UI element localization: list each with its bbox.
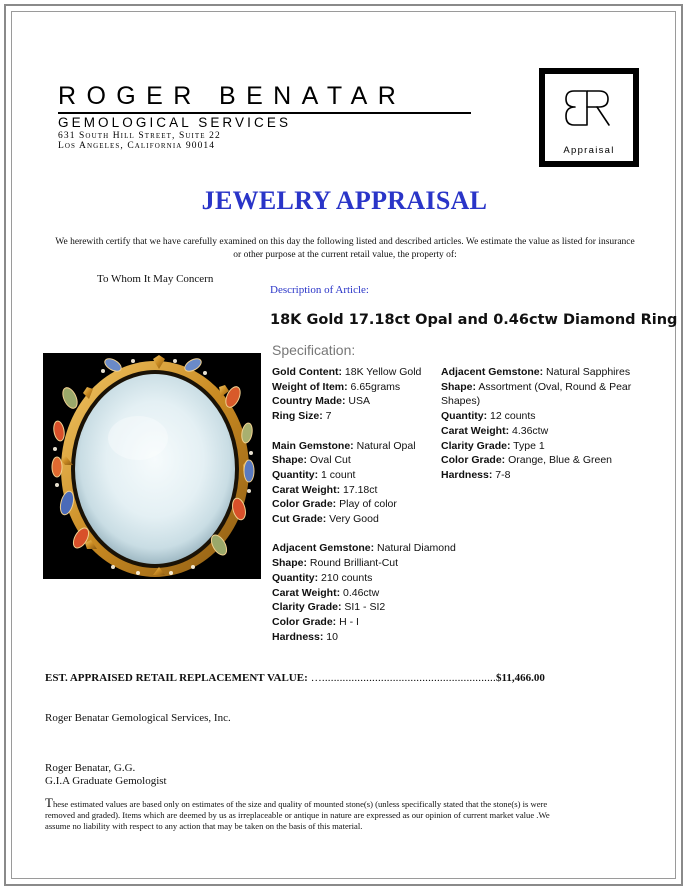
spec-row [441,439,637,454]
spec-value: 0.46ctw [340,586,380,599]
spec-label: Quantity: [441,410,488,423]
spec-label: Adjacent Gemstone: [441,366,544,378]
address-line-1: 631 South Hill Street, Suite 22 [58,131,221,141]
disclaimer-text: hese estimated values are based only on estimates of the size and quality of mounted stone(s) (unless specifically stated that the stone(s) is were removed and graded). Items which are deemed by us as irreplaceable or antique in nature are expressed as our opinion of current market value .We assume no liability with respect to any action that may be taken on the basis of this material. [45,799,550,831]
appraised-value-row [45,672,545,684]
spec-value: Play of color [336,498,397,511]
spec-row [272,600,442,615]
spec-label: Adjacent Gemstone: [272,542,375,555]
spec-value: Oval Cut [307,454,351,467]
spec-row [272,483,442,498]
spec-label: Carat Weight: [441,424,510,437]
spec-row [441,468,637,483]
spec-value: 210 counts [318,571,373,584]
spec-label: Country Made: [272,395,346,408]
spec-row [441,424,637,439]
company-name: Roger Benatar Gemological Services, Inc. [45,712,231,724]
spec-value: 10 [323,630,338,643]
appraisal-logo [539,68,639,167]
spec-row [272,630,442,645]
spec-row [441,409,637,424]
spec-value: Orange, Blue & Green [505,454,612,467]
spec-label: Quantity: [272,468,319,481]
spec-label: Shape: [441,380,477,393]
spec-label: Hardness: [272,630,324,643]
spec-value: 17.18ct [340,483,378,496]
spec-value: 4.36ctw [509,424,549,437]
disclaimer-initial: T [45,795,53,810]
spec-spacer [272,424,442,439]
signer-name: Roger Benatar, G.G. [45,762,136,774]
spec-column-right [441,365,637,483]
spec-label: Color Grade: [441,454,506,467]
spec-label: Shape: [272,454,308,467]
spec-label: Weight of Item: [272,380,348,393]
spec-row [272,497,442,512]
spec-label: Quantity: [272,571,319,584]
spec-row [272,615,442,630]
spec-row [441,453,637,468]
spec-row [272,571,442,586]
spec-spacer [272,527,442,542]
spec-label: Cut Grade: [272,513,327,526]
spec-row [272,512,442,527]
spec-row [441,365,637,380]
spec-row [272,586,442,601]
spec-value: Type 1 [510,439,545,452]
logo-caption: Appraisal [563,145,615,156]
spec-label: Ring Size: [272,410,323,423]
spec-value: Round Brilliant-Cut [307,557,399,570]
brand-underline [58,112,471,114]
spec-label: Carat Weight: [272,586,341,599]
spec-label: Carat Weight: [272,483,341,496]
spec-label: Color Grade: [272,615,337,628]
spec-label: Clarity Grade: [441,439,511,452]
spec-row [272,409,442,424]
disclaimer [45,797,565,832]
page-title: JEWELRY APPRAISAL [201,186,488,215]
spec-label: Color Grade: [272,498,337,511]
spec-row [272,556,442,571]
spec-value: Very Good [326,513,379,526]
spec-value: Natural Opal [353,439,416,452]
spec-row [272,541,456,556]
spec-value: 7 [322,410,332,423]
spec-row [272,453,442,468]
spec-column-left [272,365,456,644]
spec-row [441,380,637,409]
recipient: To Whom It May Concern [97,273,214,285]
company-brand-subtitle: GEMOLOGICAL SERVICES [58,115,292,130]
spec-value: H - I [336,615,359,628]
spec-value: 12 counts [487,410,536,423]
appraised-value-label: EST. APPRAISED RETAIL REPLACEMENT VALUE: [45,672,308,684]
spec-value: 7-8 [492,468,511,481]
spec-value: Assortment (Oval, Round & Pear Shapes) [441,380,632,408]
spec-value: SI1 - SI2 [341,601,386,614]
spec-label: Gold Content: [272,366,342,378]
address-line-2: Los Angeles, California 90014 [58,141,216,151]
appraised-value-amount: $11,466.00 [495,672,545,684]
spec-value: Natural Sapphires [543,366,631,378]
spec-value: 18K Yellow Gold [341,366,422,378]
spec-row [272,394,442,409]
ring-photo [43,353,261,579]
spec-value: USA [345,395,371,408]
spec-label: Shape: [272,557,308,570]
br-monogram-icon [555,88,623,128]
spec-value: Natural Diamond [374,542,456,555]
spec-value: 6.65grams [347,380,401,393]
spec-label: Main Gemstone: [272,439,354,452]
spec-row [272,468,442,483]
description-label: Description of Article: [270,284,369,296]
spec-value: 1 count [318,468,356,481]
appraised-value-leader: …........................................................... [307,672,496,684]
spec-row [272,380,442,395]
certification-statement: We herewith certify that we have carefully examined on this day the following listed and described articles. We estimate the value as listed for insurance or other purpose at the current retail value, the property of: [55,237,635,260]
spec-row [272,439,442,454]
company-brand-name: ROGER BENATAR [58,82,407,110]
spec-label: Clarity Grade: [272,601,342,614]
specification-heading: Specification: [272,342,356,358]
spec-row [272,365,442,380]
signer-title: G.I.A Graduate Gemologist [45,775,167,787]
article-title: 18K Gold 17.18ct Opal and 0.46ctw Diamond Ring [270,312,678,328]
spec-label: Hardness: [441,468,493,481]
